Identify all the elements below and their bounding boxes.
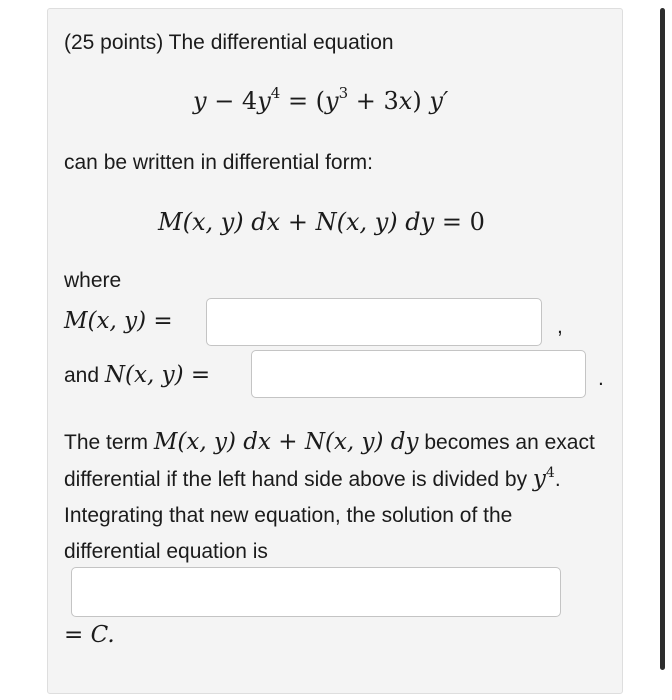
question-intro: (25 points) The differential equation (64, 31, 394, 54)
exact-differential-paragraph: The term M(x, y) dx + N(x, y) dy becomes an exact differential if the left hand side above is divided by $y^4$. Integrating that new equation, the solution of the differential equation is (64, 429, 595, 563)
and-label: and (64, 364, 100, 387)
scrollbar[interactable] (660, 8, 665, 670)
where-label: where (64, 269, 122, 292)
n-row-label (64, 362, 210, 389)
m-comma: , (557, 315, 563, 338)
exact-term: M(x, y) dx + N(x, y) dy (153, 429, 419, 455)
n-answer-input[interactable] (251, 350, 586, 398)
equals-c-label: = C. (64, 622, 115, 648)
divisor: $y^4$ (532, 465, 555, 492)
given-equation: $y - 4y^4 = (y^3 + 3x)$ y′ (193, 84, 449, 115)
solution-answer-input[interactable] (71, 567, 561, 617)
n-period: . (598, 367, 604, 390)
m-label: M(x, y) = (64, 308, 173, 334)
m-answer-input[interactable] (206, 298, 542, 346)
n-label: N(x, y) = (104, 362, 211, 388)
differential-form-text: can be written in differential form: (64, 151, 373, 174)
differential-form-equation: M(x, y) dx + N(x, y) dy = 0 (158, 208, 485, 236)
